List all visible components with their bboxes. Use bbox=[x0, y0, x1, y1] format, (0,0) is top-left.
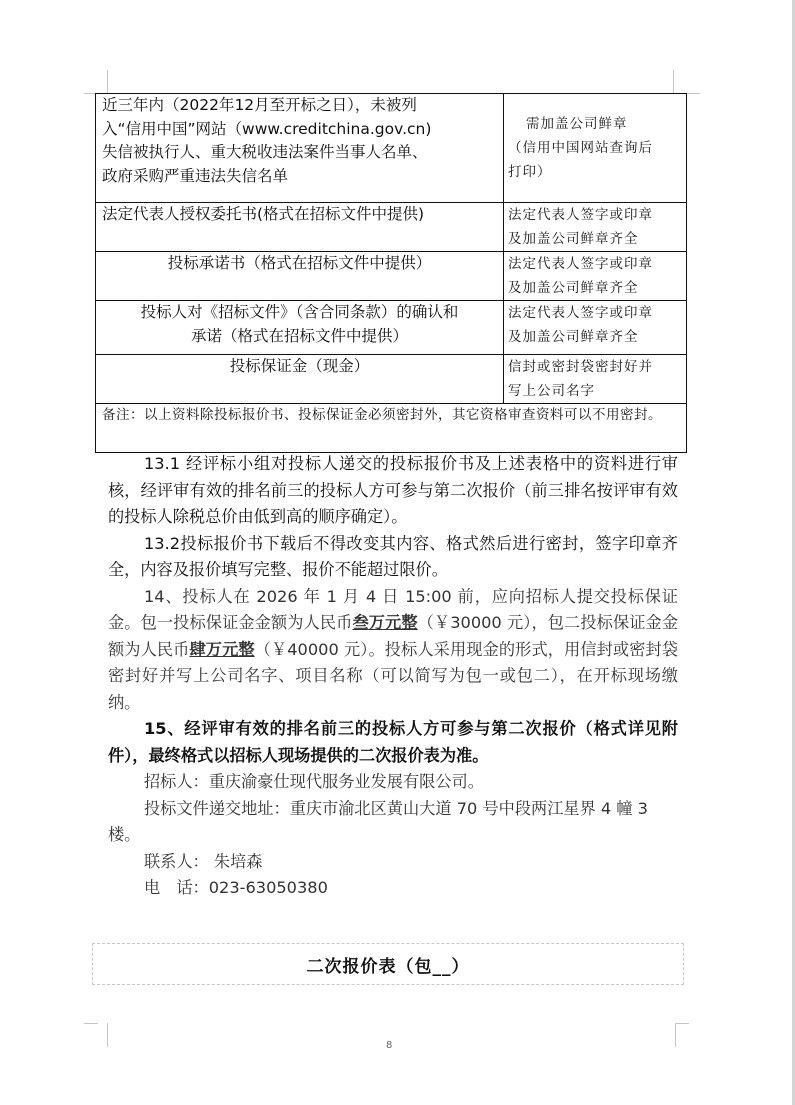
table-row bbox=[96, 355, 687, 404]
table-cell-item bbox=[96, 301, 504, 355]
phone-value: 023-63050380 bbox=[208, 878, 328, 897]
phone-label: 电 话： bbox=[144, 878, 209, 897]
crop-mark-top-right bbox=[673, 70, 674, 94]
cell-line: 失信被执行人、重大税收违法案件当事人名单、 bbox=[102, 143, 428, 161]
cell-line: 打印） bbox=[508, 164, 552, 180]
contact-person-line bbox=[108, 849, 678, 876]
cell-line: 入“信用中国”网站（www.creditchina.gov.cn) bbox=[102, 119, 432, 138]
crop-mark-top-left bbox=[107, 70, 108, 94]
crop-mark-bottom-right-h bbox=[675, 1023, 689, 1024]
tenderer-name: 重庆渝豪仕现代服务业发展有限公司。 bbox=[208, 772, 484, 791]
table-cell-item bbox=[96, 94, 504, 203]
p14-text: 14、投标人在 2026 年 1 月 4 日 15:00 前，应向招标人提交投标保证金。包一投标保证金金额为人民币 bbox=[108, 586, 678, 632]
cell-line: 信封或密封袋密封好并 bbox=[508, 359, 653, 375]
table-cell-requirement bbox=[504, 355, 687, 404]
cell-line: 法定代表人签字或印章 bbox=[508, 256, 653, 272]
crop-mark-top-right-h bbox=[686, 93, 700, 94]
crop-mark-bottom-right bbox=[675, 1023, 676, 1047]
table-row bbox=[96, 203, 687, 252]
table-cell-item bbox=[96, 252, 504, 301]
cell-line: 需加盖公司鲜章 bbox=[526, 116, 628, 132]
cell-line: 投标保证金（现金） bbox=[229, 357, 370, 375]
page-number: 8 bbox=[386, 1040, 393, 1051]
table-note-row bbox=[96, 404, 687, 453]
p14-text: （￥30000 元），包二投标保证金金额为人民币 bbox=[108, 613, 679, 659]
contact-person-label: 联系人： bbox=[144, 851, 209, 871]
table-cell-item bbox=[96, 203, 504, 252]
table-cell-requirement bbox=[504, 301, 687, 355]
cell-line: （信用中国网站查询后 bbox=[508, 140, 653, 156]
cell-line: 及加盖公司鲜章齐全 bbox=[508, 280, 639, 296]
tenderer-label: 招标人： bbox=[144, 772, 209, 791]
paragraph-15: 15、经评审有效的排名前三的投标人方可参与第二次报价（格式详见附件），最终格式以招标人现场提供的二次报价表为准。 bbox=[108, 719, 678, 765]
cell-line: 法定代表人签字或印章 bbox=[508, 207, 653, 223]
attachment-title-box bbox=[92, 943, 684, 985]
crop-mark-bottom-left-h bbox=[84, 1023, 98, 1024]
cell-line: 法定代表人签字或印章 bbox=[508, 305, 653, 321]
paragraph-13-1: 13.1 经评标小组对投标人递交的投标报价书及上述表格中的资料进行审核，经评审有效的排名前三的投标人方可参与第二次报价（前三排名按评审有效的投标人除税总价由低到高的顺序确定）。 bbox=[108, 454, 678, 526]
amount-package-1: 叁万元整 bbox=[352, 613, 418, 632]
tenderer-line bbox=[108, 769, 678, 796]
address-line bbox=[108, 796, 678, 849]
table-row bbox=[96, 301, 687, 355]
table-row bbox=[96, 252, 687, 301]
address-label: 投标文件递交地址： bbox=[144, 798, 290, 818]
table-row bbox=[96, 94, 687, 203]
document-body bbox=[108, 451, 678, 902]
cell-line: 法定代表人授权委托书(格式在招标文件中提供) bbox=[102, 205, 425, 223]
paragraph-13-2: 13.2投标报价书下载后不得改变其内容、格式然后进行密封，签字印章齐全，内容及报价填写完整、报价不能超过限价。 bbox=[108, 533, 678, 579]
p14-text: （￥40000 元）。投标人采用现金的形式，用信封或密封袋密封好并写上公司名字、项目名称（可以简写为包一或包二），在开标现场缴纳。 bbox=[108, 639, 679, 712]
cell-line: 写上公司名字 bbox=[508, 383, 595, 399]
attachment-title: 二次报价表（包__） bbox=[306, 956, 470, 977]
cell-line: 及加盖公司鲜章齐全 bbox=[508, 231, 639, 247]
cell-line: 承诺（格式在招标文件中提供） bbox=[190, 326, 408, 345]
contact-person-name: 朱培森 bbox=[208, 851, 263, 871]
cell-line: 投标人对《招标文件》（含合同条款）的确认和 bbox=[140, 303, 459, 321]
phone-line bbox=[108, 875, 678, 902]
qualification-table bbox=[95, 93, 687, 453]
table-cell-requirement bbox=[504, 203, 687, 252]
address-value: 重庆市渝北区黄山大道 70 号中段两江星界 4 幢 3 楼。 bbox=[108, 798, 648, 844]
table-cell-requirement bbox=[504, 94, 687, 203]
crop-mark-bottom-left bbox=[107, 1023, 108, 1047]
cell-line: 投标承诺书（格式在招标文件中提供） bbox=[167, 254, 432, 272]
cell-line: 政府采购严重违法失信名单 bbox=[102, 166, 289, 185]
cell-line: 及加盖公司鲜章齐全 bbox=[508, 329, 639, 345]
amount-package-2: 肆万元整 bbox=[189, 639, 255, 659]
table-note: 备注：以上资料除投标报价书、投标保证金必须密封外，其它资格审查资料可以不用密封。 bbox=[96, 404, 687, 453]
paragraph-14 bbox=[108, 584, 678, 717]
cell-line: 近三年内（2022年12月至开标之日），未被列 bbox=[102, 96, 417, 114]
table-cell-item bbox=[96, 355, 504, 404]
table-cell-requirement bbox=[504, 252, 687, 301]
